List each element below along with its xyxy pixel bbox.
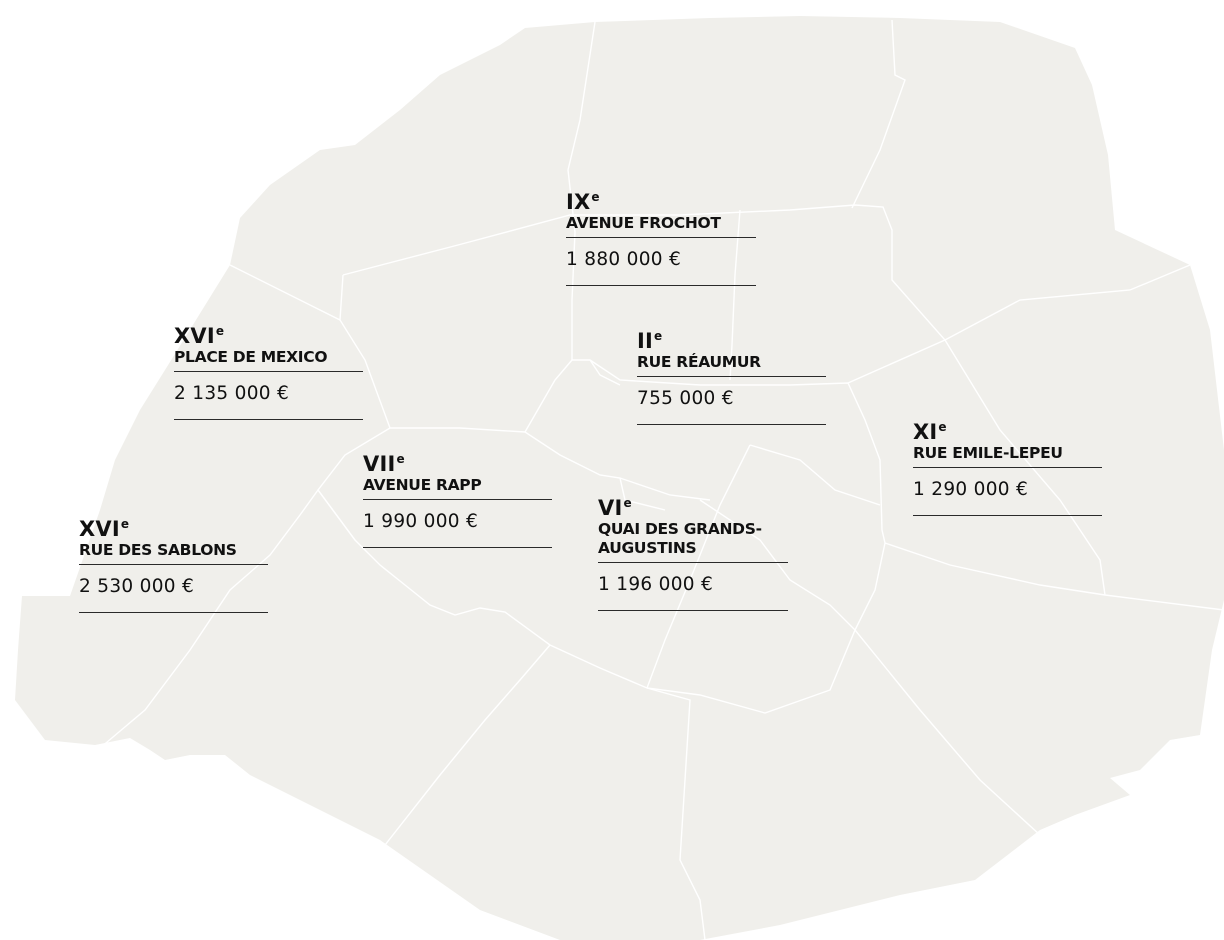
street-name: RUE EMILE-LEPEU xyxy=(913,444,1102,468)
arrondissement-label: XVIe xyxy=(79,517,130,541)
listing-ix[interactable] xyxy=(566,190,756,286)
street-name: AVENUE FROCHOT xyxy=(566,214,756,238)
street-name: QUAI DES GRANDS-AUGUSTINS xyxy=(598,520,788,563)
arrondissement-label: VIe xyxy=(598,496,632,520)
price: 1 196 000 € xyxy=(598,563,788,611)
price: 1 990 000 € xyxy=(363,500,552,548)
price: 2 530 000 € xyxy=(79,565,268,613)
price: 2 135 000 € xyxy=(174,372,363,420)
price: 1 290 000 € xyxy=(913,468,1102,516)
arrondissement-label: VIIe xyxy=(363,452,405,476)
listing-ii[interactable] xyxy=(637,329,826,425)
listing-xvi-rue-des-sablons[interactable] xyxy=(79,517,268,613)
price: 755 000 € xyxy=(637,377,826,425)
listing-vi[interactable] xyxy=(598,496,788,611)
listing-xi[interactable] xyxy=(913,420,1102,516)
arrondissement-label: XIe xyxy=(913,420,947,444)
street-name: RUE RÉAUMUR xyxy=(637,353,826,377)
arrondissement-label: IIe xyxy=(637,329,663,353)
street-name: RUE DES SABLONS xyxy=(79,541,268,565)
arrondissement-label: IXe xyxy=(566,190,600,214)
listing-xvi-place-de-mexico[interactable] xyxy=(174,324,363,420)
street-name: PLACE DE MEXICO xyxy=(174,348,363,372)
street-name: AVENUE RAPP xyxy=(363,476,552,500)
price: 1 880 000 € xyxy=(566,238,756,286)
arrondissement-label: XVIe xyxy=(174,324,225,348)
listing-vii[interactable] xyxy=(363,452,552,548)
